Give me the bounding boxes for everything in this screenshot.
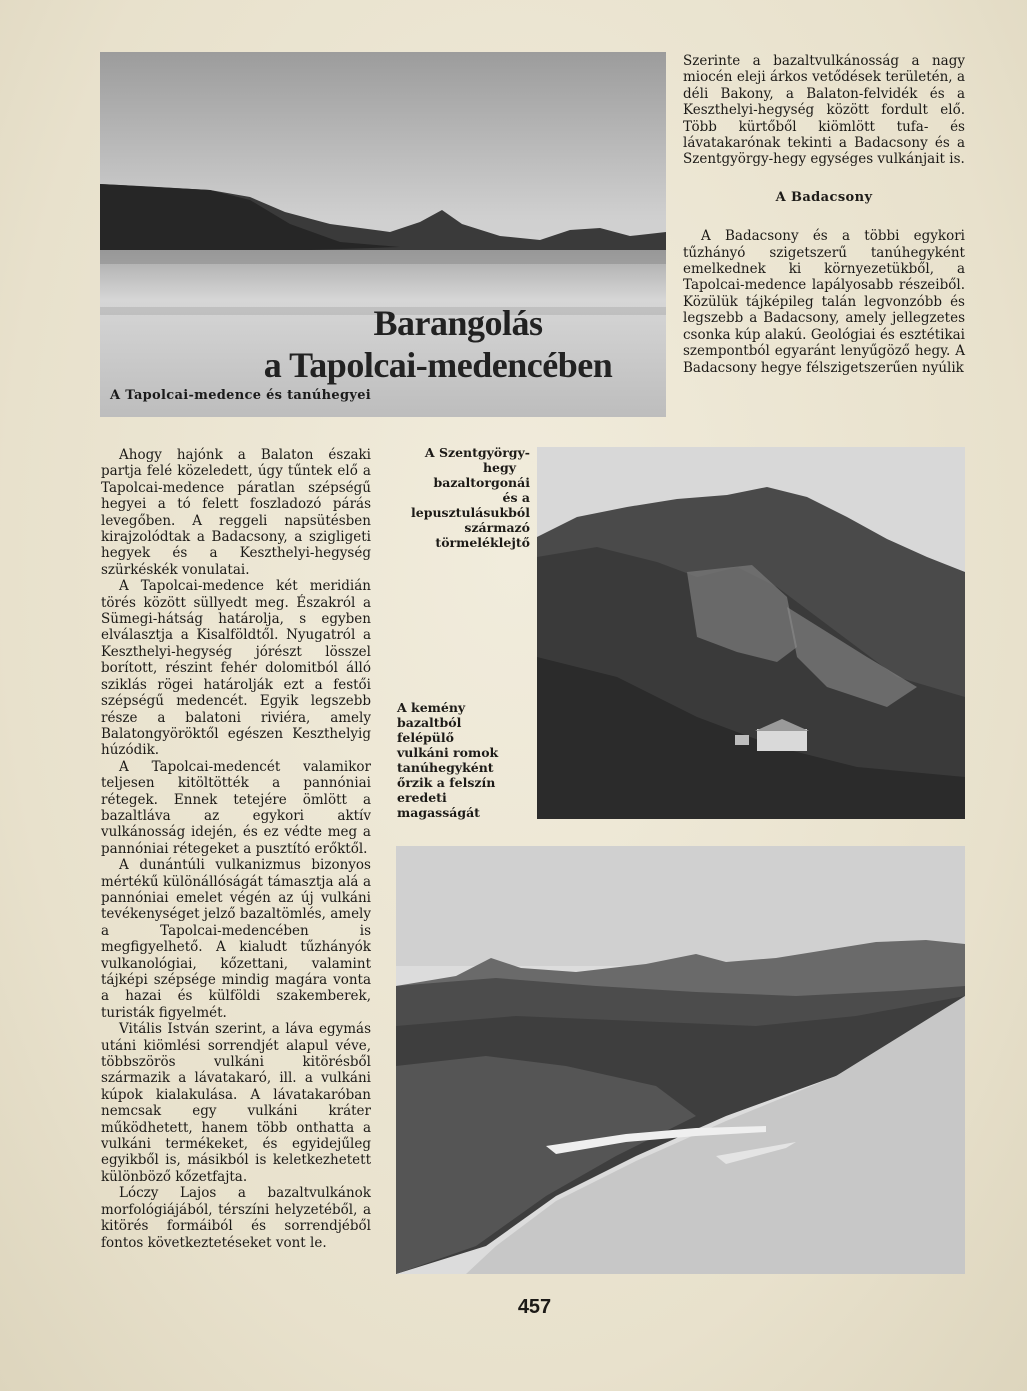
basalt-hill-photo bbox=[537, 447, 965, 819]
right-intro-paragraph: Szerinte a bazaltvulkánosság a nagy miocén eleji árkos vetődések területén, a déli Bakony, a Balaton-felvidék és a Keszthelyi-hegység között fordult elő. Több kürtőből kiömlött tufa- és lávatakarónak tekinti a Badacsony és a Szentgyörgy-hegy egységes vulkánjait is. bbox=[683, 53, 965, 168]
caption-line: és a bbox=[502, 490, 530, 505]
caption-line: magasságát bbox=[397, 805, 480, 820]
lake-photo-caption: A Tapolcai-medence és tanúhegyei bbox=[110, 388, 372, 403]
body-paragraph: A Tapolcai-medencét valamikor teljesen kitöltötték a pannóniai rétegek. Ennek tetejére ömlött a bazaltláva az egykori aktív vulkánosság idején, és ez védte meg a pannóniai rétegeket a pusztító erőktől. bbox=[101, 758, 371, 857]
body-paragraph: A Tapolcai-medence két meridián törés között süllyedt meg. Északról a Sümegi-hátság határolja, s egyben elválasztja a Kisalföldtől. Nyugatról a Keszthelyi-hegység jórészt lösszel borított, részint fehér dolomitból álló sziklás rögei határolják ezt a festői szépségű medencét. Egyik legszebb része a balatoni riviéra, amely Balatongyöröktől egészen Keszthelyig húzódik. bbox=[101, 578, 371, 759]
caption-line: őrzik a felszín bbox=[397, 775, 496, 790]
aerial-shore-photo bbox=[396, 846, 965, 1274]
caption-line: A kemény bbox=[397, 700, 466, 715]
caption-line: eredeti bbox=[397, 790, 447, 805]
caption-line: tanúhegyként bbox=[397, 760, 494, 775]
left-column-text bbox=[101, 447, 371, 1251]
body-paragraph: A dunántúli vulkanizmus bizonyos mértékű különállóságát támasztja alá a pannóniai emelet végén az új vulkáni tevékenységet jelző bazaltömlés, amely a Tapolcai-medencében is megfigyelhető. A kialudt tűzhányók vulkanológiai, kőzettani, valamint tájképi szépsége mindig magára vonta a hazai és külföldi szakemberek, turisták figyelmét. bbox=[101, 857, 371, 1021]
caption-line: törmeléklejtő bbox=[435, 535, 530, 550]
title-line-2: a Tapolcai-medencében bbox=[263, 345, 613, 385]
caption-line: bazaltorgonái bbox=[433, 475, 530, 490]
title-line-1: Barangolás bbox=[373, 303, 543, 343]
page-number: 457 bbox=[517, 1296, 552, 1318]
badacsony-paragraph: A Badacsony és a többi egykori tűzhányó szigetszerű tanúhegyként emelkednek ki környezetükből, a Tapolcai-medence lapályosabb részeiből. Közülük tájképileg talán legvonzóbb és legszebb a Badacsony, amely jellegzetes csonka kúp alakú. Geológiai és esztétikai szempontból egyaránt lenyűgöző hegy. A Badacsony hegye félszigetszerűen nyúlik bbox=[683, 228, 965, 376]
body-paragraph: Lóczy Lajos a bazaltvulkánok morfológiájából, térszíni helyzetéből, a kitörés formáiból és sorrendjéből fontos következtetéseket vont le. bbox=[101, 1185, 371, 1251]
szentgyorgy-caption bbox=[390, 445, 530, 550]
basalt-hill-image bbox=[537, 447, 965, 819]
lake-photo bbox=[100, 52, 666, 417]
caption-line: hegy bbox=[482, 460, 516, 475]
badacsony-subheading: A Badacsony bbox=[775, 189, 873, 205]
caption-line: bazaltból bbox=[397, 715, 462, 730]
body-paragraph: Vitális István szerint, a láva egymás utáni kiömlési sorrendjét alapul véve, többszörös vulkáni kitörésből származik a lávatakaró, ill. a vulkáni kúpok kialakulása. A lávatakaróban nemcsak egy vulkáni kráter működhetett, hanem több onthatta a vulkáni termékeket, és egyidejűleg egyikből is, másikból is keletkezhetett különböző kőzetfajta. bbox=[101, 1021, 371, 1185]
caption-line: felépülő bbox=[397, 730, 454, 745]
caption-line: lepusztulásukból bbox=[411, 505, 530, 520]
caption-line: származó bbox=[464, 520, 530, 535]
aerial-shore-image bbox=[396, 846, 965, 1274]
kemeny-caption bbox=[397, 700, 527, 820]
caption-line: A Szentgyörgy- bbox=[424, 445, 530, 460]
body-paragraph: Ahogy hajónk a Balaton északi partja felé közeledett, úgy tűntek elő a Tapolcai-medence páratlan szépségű hegyei a tó felett foszladozó párás levegőben. A reggeli napsütésben kirajzolódtak a Badacsony, a szigligeti hegyek és a Keszthelyi-hegység szürkéskék vonulatai. bbox=[101, 447, 371, 578]
article-title bbox=[100, 302, 666, 386]
right-column-text bbox=[683, 53, 965, 376]
caption-line: vulkáni romok bbox=[397, 745, 499, 760]
